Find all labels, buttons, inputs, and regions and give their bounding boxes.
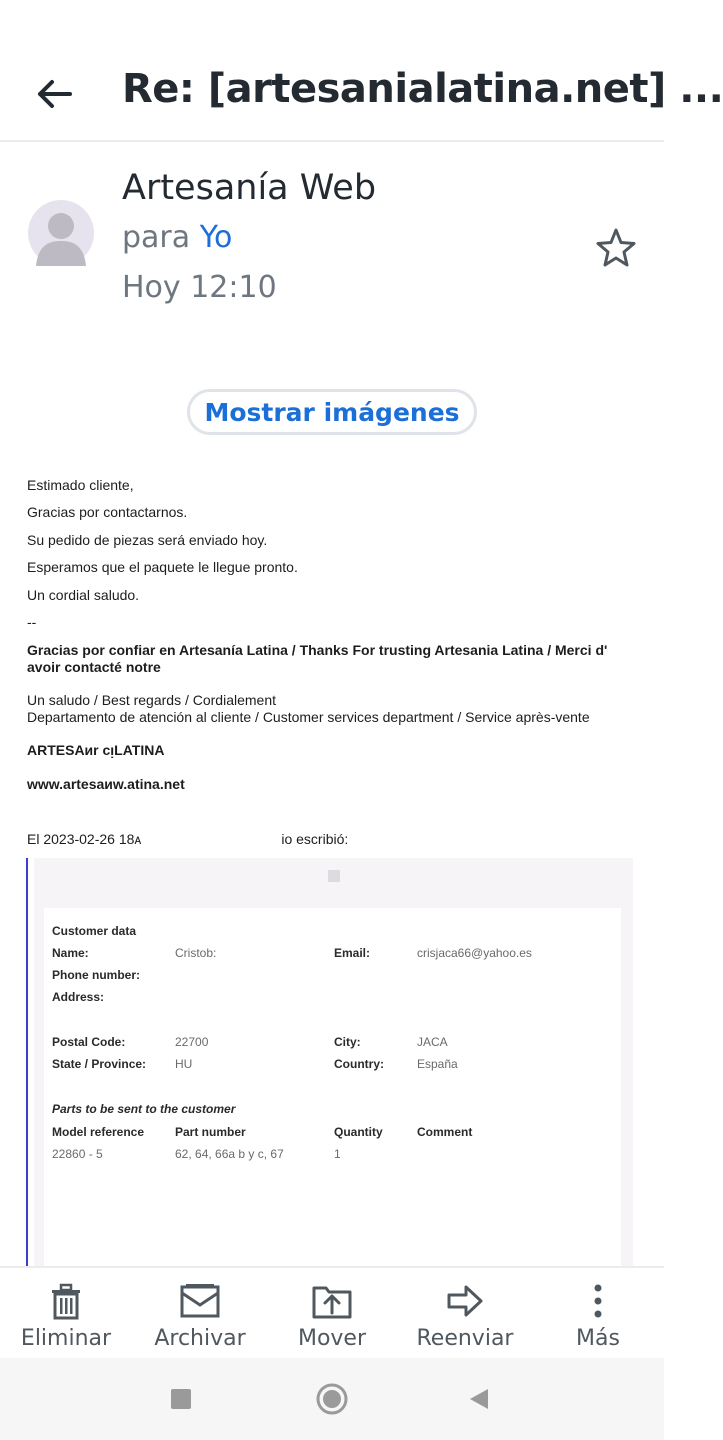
country-label: Country: [334,1057,384,1071]
parts-section-title: Parts to be sent to the customer [52,1102,236,1116]
email-label: Email: [334,946,371,960]
arrow-left-icon [34,78,74,110]
forward-label: Reenviar [416,1326,514,1351]
email-date: Hoy 12:10 [122,270,277,305]
state-label: State / Province: [52,1057,147,1071]
more-button[interactable] [562,1268,634,1360]
quoted-message [34,858,633,1266]
archive-label: Archivar [154,1326,246,1351]
signature-separator: -- [27,614,37,630]
recipient-line [122,220,232,255]
recipient-prefix: para [122,220,191,255]
postal-code-label: Postal Code: [52,1035,126,1049]
delete-button[interactable] [16,1268,116,1360]
recents-button[interactable] [170,1388,192,1415]
quote-header-prefix: El 2023-02-26 18ᴀ [27,831,142,847]
forward-icon [446,1282,484,1320]
parts-header-quantity: Quantity [334,1125,383,1139]
show-images-button[interactable]: Mostrar imágenes [187,389,477,435]
image-placeholder-icon [328,870,340,882]
avatar[interactable] [28,200,94,266]
postal-code-value: 22700 [175,1035,209,1049]
circle-icon [316,1383,348,1415]
signature-company: ARTESAᴎr ᴄᴉLATINA [27,742,165,758]
person-icon [28,200,94,266]
star-icon [594,226,638,270]
sender-name: Artesanía Web [122,168,377,208]
body-line: Gracias por contactarnos. [27,504,188,520]
recipient-name[interactable]: Yo [199,220,233,255]
more-icon [588,1282,608,1320]
email-value[interactable]: crisjaca66@yahoo.es [417,946,532,960]
parts-cell-model: 22860 - 5 [52,1147,103,1161]
parts-header-comment: Comment [417,1125,473,1139]
more-label: Más [576,1326,620,1351]
country-value: España [417,1057,458,1071]
customer-section-title: Customer data [52,924,137,938]
quote-bar [26,858,28,1266]
state-value: HU [175,1057,193,1071]
customer-card [44,908,621,1266]
forward-button[interactable] [412,1268,518,1360]
move-button[interactable] [290,1268,374,1360]
signature-regards: Un saludo / Best regards / Cordialement [27,692,277,708]
signature-thanks: Gracias por confiar en Artesanía Latina / Thanks For trusting Artesania Latina / Merci d' avoir contacté notre [27,642,608,675]
name-value: Cristob: [175,946,217,960]
app-header [0,0,723,142]
email-subject: Re: [artesanialatina.net] ... [122,66,723,112]
city-value: JACA [417,1035,448,1049]
archive-button[interactable] [148,1268,252,1360]
move-label: Mover [297,1326,367,1351]
phone-label: Phone number: [52,968,141,982]
back-nav-button[interactable] [468,1387,490,1416]
parts-cell-quantity: 1 [334,1147,341,1161]
parts-header-model: Model reference [52,1125,145,1139]
name-label: Name: [52,946,89,960]
back-button[interactable] [28,68,80,120]
city-label: City: [334,1035,361,1049]
signature-department: Departamento de atención al cliente / Customer services department / Service après-vente [27,709,590,725]
quote-header-suffix: io escribió: [281,831,349,847]
square-icon [170,1388,192,1410]
body-line: Estimado cliente, [27,477,134,493]
archive-icon [180,1282,220,1320]
trash-icon [49,1282,83,1320]
body-line: Esperamos que el paquete le llegue pronto. [27,559,298,575]
system-nav-bar [0,1358,664,1440]
signature-website[interactable]: www.artesaᴎw.atina.net [27,776,185,792]
move-icon [312,1282,352,1320]
address-label: Address: [52,990,105,1004]
action-toolbar [0,1266,664,1358]
delete-label: Eliminar [20,1326,112,1351]
body-line: Un cordial saludo. [27,587,140,603]
body-line: Su pedido de piezas será enviado hoy. [27,532,268,548]
home-button[interactable] [316,1383,348,1420]
parts-header-part: Part number [175,1125,246,1139]
star-button[interactable] [594,226,638,270]
parts-cell-part: 62, 64, 66a b y c, 67 [175,1147,284,1161]
triangle-back-icon [468,1387,490,1411]
quote-header [27,831,348,847]
